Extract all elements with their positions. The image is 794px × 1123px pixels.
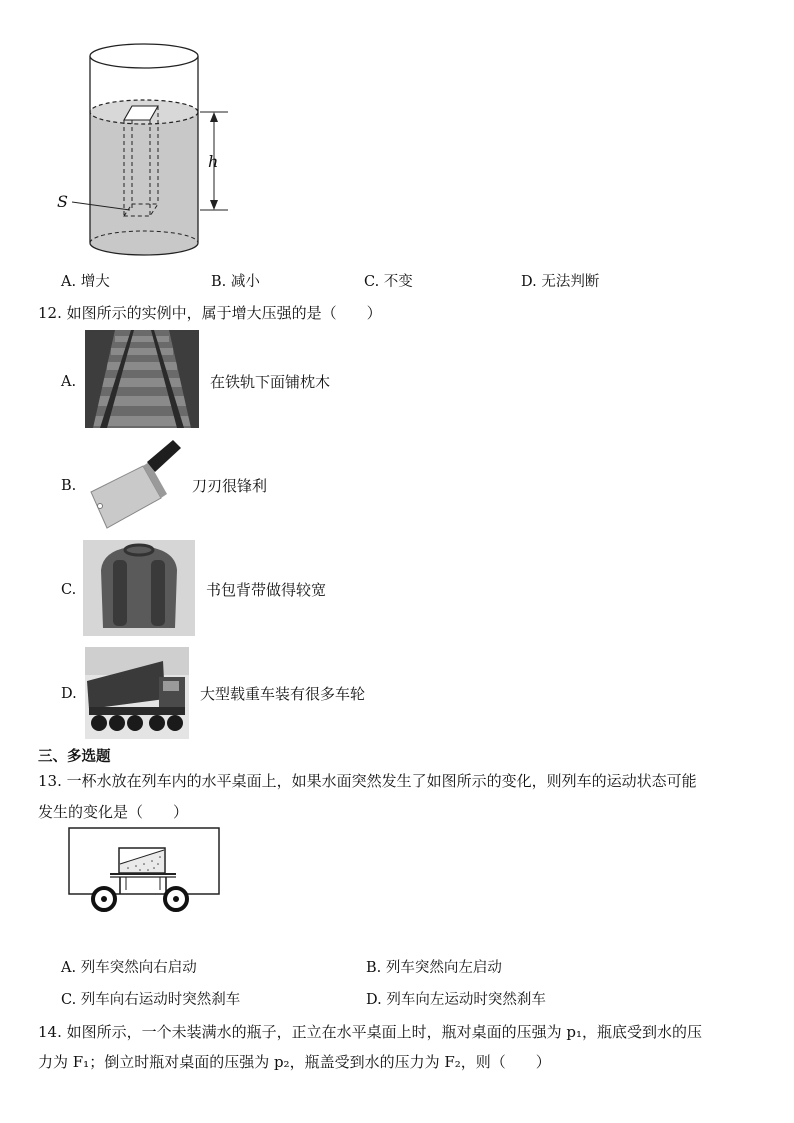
q11-option-c: C. 不变 bbox=[364, 274, 413, 290]
dump-truck-photo bbox=[85, 647, 189, 739]
q13-option-a: A. 列车突然向右启动 bbox=[61, 960, 197, 976]
q11-option-b: B. 减小 bbox=[211, 274, 260, 290]
q12-option-a-letter: A. bbox=[61, 374, 77, 390]
q12-option-d-letter: D. bbox=[61, 686, 77, 702]
q13-stem-line2: 发生的变化是（ ） bbox=[38, 803, 189, 821]
q12-stem: 12. 如图所示的实例中，属于增大压强的是（ ） bbox=[38, 304, 382, 322]
q11-cylinder-figure bbox=[50, 40, 250, 265]
q14-stem-line1: 14. 如图所示，一个未装满水的瓶子，正立在水平桌面上时，瓶对桌面的压强为 p₁，瓶底受到水的压 bbox=[38, 1023, 703, 1041]
cleaver-knife-photo bbox=[85, 436, 185, 532]
q13-option-d: D. 列车向左运动时突然刹车 bbox=[366, 992, 546, 1008]
q13-option-b: B. 列车突然向左启动 bbox=[366, 960, 502, 976]
q12-option-c-letter: C. bbox=[61, 582, 77, 598]
backpack-photo bbox=[83, 540, 195, 636]
q11-label-h: h bbox=[208, 152, 219, 171]
q12-option-b-letter: B. bbox=[61, 478, 77, 494]
section-title-multiple-choice: 三、多选题 bbox=[38, 749, 111, 765]
q12-option-a-caption: 在铁轨下面铺枕木 bbox=[210, 373, 331, 391]
q12-option-d-caption: 大型载重车装有很多车轮 bbox=[200, 685, 366, 703]
q11-label-s: S bbox=[57, 192, 68, 211]
train-water-figure bbox=[62, 826, 224, 912]
q14-stem-line2: 力为 F₁；倒立时瓶对桌面的压强为 p₂，瓶盖受到水的压力为 F₂，则（ ） bbox=[38, 1053, 551, 1071]
q12-option-c-caption: 书包背带做得较宽 bbox=[206, 581, 327, 599]
q11-option-d: D. 无法判断 bbox=[521, 274, 600, 290]
q11-option-a: A. 增大 bbox=[61, 274, 110, 290]
q12-option-b-caption: 刀刃很锋利 bbox=[192, 477, 268, 495]
q13-option-c: C. 列车向右运动时突然刹车 bbox=[61, 992, 241, 1008]
railway-track-photo bbox=[85, 330, 199, 428]
q13-stem-line1: 13. 一杯水放在列车内的水平桌面上，如果水面突然发生了如图所示的变化，则列车的运动状态可能 bbox=[38, 772, 697, 790]
